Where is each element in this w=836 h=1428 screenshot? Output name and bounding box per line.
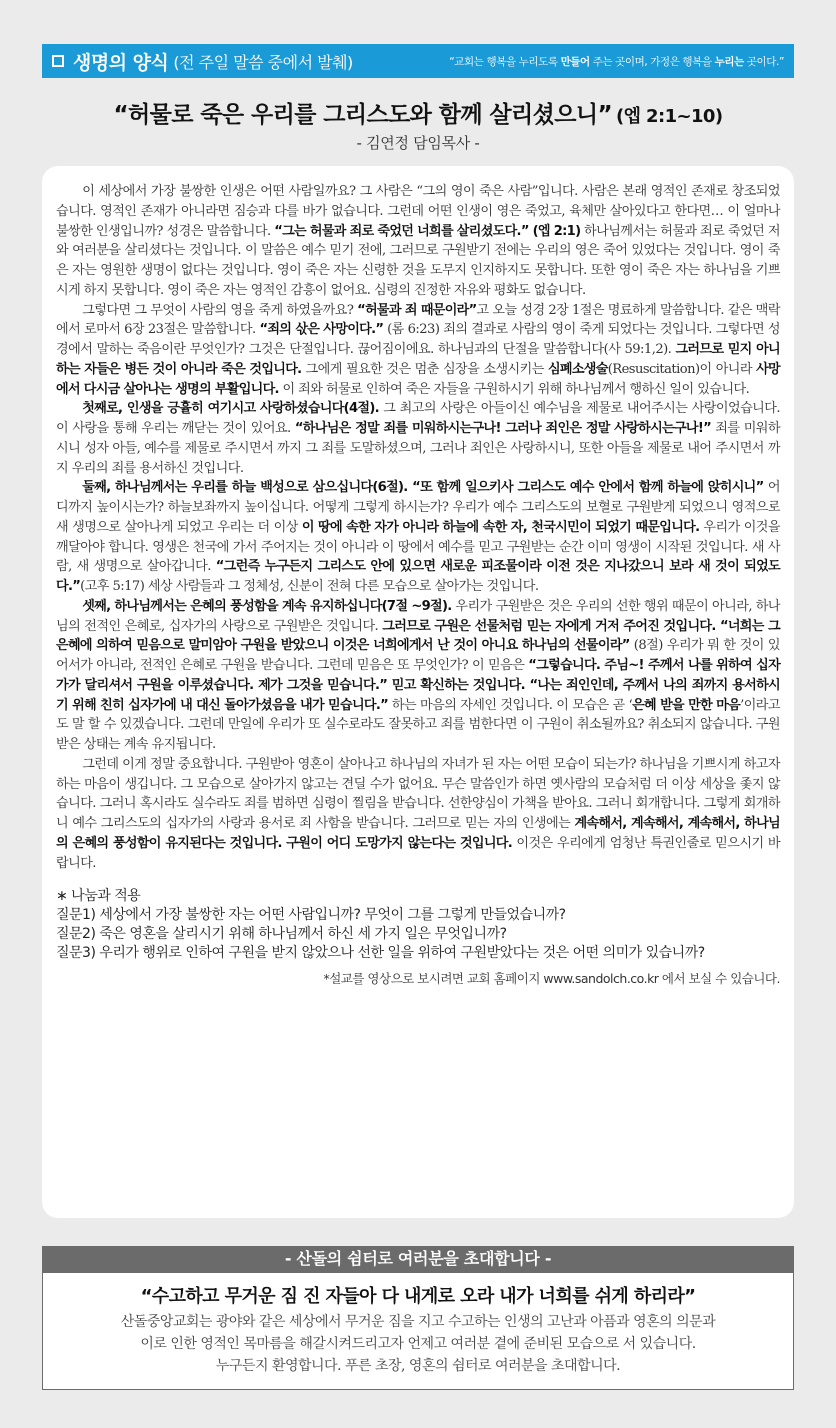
- pastor-name: - 김연정 담임목사 -: [356, 134, 480, 152]
- sermon-paragraph: [56, 597, 780, 755]
- body-text: (8절) 우리가 뭐 한 것이 있어서가 아니라, 전적인 은혜로 구원을 받습니다. 그런데 믿음은 또 무엇인가? 이 믿음은: [56, 638, 780, 673]
- sermon-paragraph: [56, 478, 780, 597]
- body-text: ’이라고도 말 할 수 있겠습니다. 그런데 만일에 우리가 또 실수로라도 잘못하고 죄를 범한다면 이 구원이 취소될까요? 취소되지 않습니다. 구원받은 상태는 계속 유지됩니다.: [56, 697, 780, 752]
- body-text: 우리가 이것을 깨달아야 합니다. 영생은 천국에 가서 주어지는 것이 아니라 이 땅에서 예수를 믿고 구원받는 순간 이미 영생이 시작된 것입니다. 새 사람, 새 생명으로 살아갑니다.: [56, 519, 780, 575]
- body-text: 이 세상에서 가장 불쌍한 인생은 어떤 사람일까요? 그 사람은 “그의 영이 죽은 사람”입니다. 사람은 본래 영적인 존재로 창조되었습니다. 영적인 존재가 아니라면 짐승과 다를 바가 없습니다. 그런데 어떤 인생이 영은 죽었고, 육체만 살아있다고 한다면… 이 얼마나 불쌍한 인생입니까? 성경은 말씀합니다.: [56, 184, 780, 239]
- emphasis-text: 셋째, 하나님께서는 은혜의 풍성함을 계속 유지하십니다(7절 ~9절).: [82, 598, 452, 614]
- emphasis-text: “그런즉 누구든지 그리스도 안에 있으면 새로운 피조물이라 이전 것은 지나갔으니 보라 새 것이 되었도다.”: [56, 559, 780, 594]
- body-text: 어디까지 높이시는가? 하늘보좌까지 높이십니다. 어떻게 그렇게 하시는가? 우리가 예수 그리스도의 보혈로 구원받게 되었으니 영적으로 새 생명으로 살아나게 되었고 우리는 더 이상: [56, 480, 780, 535]
- sermon-paragraph: [56, 755, 780, 874]
- emphasis-text: 그러므로 구원은 선물처럼 믿는 자에게 거저 주어진 것입니다. “너희는 그 은혜에 의하여 믿음으로 말미암아 구원을 받았으니 이것은 너희에게서 난 것이 아니요 하나님의 선물이라”: [56, 618, 780, 654]
- body-text: 고 오늘 성경 2장 1절은 명료하게 말씀합니다. 같은 맥락에서 로마서 6장 23절은 말씀합니다.: [56, 302, 780, 338]
- sermon-paragraph: [56, 301, 780, 400]
- emphasis-text: 이 땅에 속한 자가 아니라 하늘에 속한 자, 천국시민이 되었기 때문입니다.: [301, 519, 700, 535]
- emphasis-text: “죄의 삯은 사망이다.”: [259, 322, 384, 338]
- emphasis-text: 은혜 받을 만한 마음: [632, 697, 741, 713]
- sermon-body: [56, 182, 780, 873]
- sermon-title: “허물로 죽은 우리를 그리스도와 함께 살리셨으니” (엡 2:1~10): [113, 102, 723, 128]
- body-text: (고후 5:17) 세상 사람들과 그 정체성, 신분이 전혀 다른 모습으로 살아가는 것입니다.: [80, 579, 539, 594]
- video-note: *설교를 영상으로 보시려면 교회 홈페이지 www.sandolch.co.kr 에서 보실 수 있습니다.: [323, 971, 780, 987]
- sermon-paragraph: [56, 399, 780, 478]
- body-text: 그렇다면 그 무엇이 사람의 영을 죽게 하였을까요?: [82, 302, 358, 318]
- question-2: 질문2) 죽은 영혼을 살리시기 위해 하나님께서 하신 세 가지 일은 무엇입니까?: [56, 926, 507, 943]
- body-text: 이 죄와 허물로 인하여 죽은 자들을 구원하시기 위해 하나님께서 행하신 일이 있습니다.: [278, 381, 750, 397]
- question-3: 질문3) 우리가 행위로 인하여 구원을 받지 않았으나 선한 일을 위하여 구원받았다는 것은 어떤 의미가 있습니까?: [56, 945, 705, 962]
- emphasis-text: “허물과 죄 때문이라”: [357, 302, 477, 318]
- emphasis-text: “하나님은 정말 죄를 미워하시는구나! 그러나 죄인은 정말 사랑하시는구나!”: [294, 421, 712, 436]
- body-text: (롬 6:23) 죄의 결과로 사람의 영이 죽게 되었다는 것입니다. 그렇다면 성경에서 말하는 죽음이란 무엇인가? 그것은 단절입니다. 끊어짐이에요. 하나님과의 단절을 말씀합니다(사 59:1,2).: [56, 322, 781, 357]
- body-text: (Resuscitation)이 아니라: [607, 361, 757, 377]
- church-motto: “교회는 행복을 누리도록 만들어 주는 곳이며, 가정은 행복을 누리는 곳이다.”: [449, 55, 784, 68]
- sermon-content-box: [42, 166, 794, 1218]
- section-subtitle: (전 주일 말씀 중에서 발췌): [173, 52, 353, 72]
- scripture-reference: (엡 2:1~10): [615, 106, 723, 127]
- body-text: 그에게 필요한 것은 멈춘 심장을 소생시키는: [301, 361, 548, 377]
- section-title: 생명의 양식: [73, 51, 169, 74]
- body-text: 하나님께서는 허물과 죄로 죽었던 저와 여러분을 살리셨다는 것입니다. 이 말씀은 예수 믿기 전에, 그러므로 구원받기 전에는 우리의 영은 죽어 있었다는 것입니다. 영이 죽은 자는 영원한 생명이 없다는 것입니다. 영이 죽은 자는 신령한 것을 도무지 인지하지도 못합니다. 또한 영이 죽은 자는 하나님을 기쁘시게 하지 못합니다. 영이 죽은 자는 영적인 감흥이 없어요. 심령의 진정한 자유와 평화도 없습니다.: [56, 223, 781, 298]
- sermon-paragraph: [56, 182, 780, 301]
- invitation-line: 누구든지 환영합니다. 푸른 초장, 영혼의 쉼터로 여러분을 초대합니다.: [215, 1358, 621, 1374]
- section-header-bar: [42, 44, 794, 78]
- invitation-box: [42, 1272, 794, 1390]
- invitation-quote: “수고하고 무거운 짐 진 자들아 다 내게로 오라 내가 너희를 쉬게 하리라”: [140, 1286, 696, 1307]
- emphasis-text: 사망에서 다시금 살아나는 생명의 부활입니다.: [56, 361, 781, 397]
- question-1: 질문1) 세상에서 가장 불쌍한 자는 어떤 사람입니까? 무엇이 그를 그렇게 만들었습니까?: [56, 907, 566, 924]
- body-text: 하는 마음의 자세인 것입니다. 이 모습은 곧 ‘: [388, 697, 633, 713]
- body-text: 이것은 우리에게 엄청난 특권인줄로 믿으시기 바랍니다.: [56, 835, 780, 871]
- square-bullet-icon: [52, 55, 64, 67]
- body-text: 죄를 미워하시니 성자 아들, 예수를 제물로 주시면서 까지 그 죄를 도말하셨으며, 그러나 죄인은 사랑하시니, 또한 아들을 제물로 내어 주시면서 까지 우리의 죄를 용서하신 것입니다.: [56, 421, 780, 476]
- emphasis-text: “그는 허물과 죄로 죽었던 너희를 살리셨도다.” (엡 2:1): [274, 223, 581, 239]
- emphasis-text: “그렇습니다. 주님~! 주께서 나를 위하여 십자가가 달리셔서 구원을 이루셨습니다. 제가 그것을 믿습니다.” 믿고 확신하는 것입니다. “나는 죄인인데, 주께서 나의 죄까지 용서하시기 위해 친히 십자가에 내 대신 돌아가셨음을 내가 믿습니다.”: [56, 658, 781, 713]
- emphasis-text: 심폐소생술: [547, 361, 608, 377]
- emphasis-text: 첫째로, 인생을 긍휼히 여기시고 사랑하셨습니다(4절).: [82, 401, 379, 417]
- body-text: 그 최고의 사랑은 아들이신 예수님을 제물로 내어주시는 사랑이었습니다. 이 사랑을 통해 우리는 깨닫는 것이 있어요.: [56, 401, 780, 436]
- emphasis-text: 그러므로 믿지 아니하는 자들은 병든 것이 아니라 죽은 것입니다.: [56, 342, 780, 377]
- invitation-line: 산돌중앙교회는 광야와 같은 세상에서 무거운 짐을 지고 수고하는 인생의 고난과 아픔과 영혼의 의문과: [120, 1314, 716, 1330]
- body-text: 그런데 이게 정말 중요합니다. 구원받아 영혼이 살아나고 하나님의 자녀가 된 자는 어떤 모습이 되는가? 하나님을 기쁘시게 하고자 하는 마음이 생깁니다. 그 모습으로 살아가지 않고는 견딜 수가 없어요. 무슨 말씀인가 하면 옛사람의 모습처럼 더 이상 세상을 좇지 않습니다. 그러니 혹시라도 실수라도 죄를 범하면 심령이 찔림을 받습니다. 선한양심이 가책을 받아요. 그러니 회개합니다. 그렇게 회개하니 예수 그리스도의 십자가의 사랑과 용서로 죄 사함을 받습니다. 그러므로 믿는 자의 인생에는: [56, 756, 780, 831]
- invitation-banner: - 산돌의 쉼터로 여러분을 초대합니다 -: [42, 1246, 794, 1272]
- body-text: 우리가 구원받은 것은 우리의 선한 행위 때문이 아니라, 하나님의 전적인 은혜로, 십자가의 사랑으로 구원받은 것입니다.: [56, 598, 780, 634]
- application-heading: ∗ 나눔과 적용: [56, 888, 141, 905]
- emphasis-text: 둘째, 하나님께서는 우리를 하늘 백성으로 삼으십니다(6절). “또 함께 일으키사 그리스도 예수 안에서 함께 하늘에 앉히시니”: [82, 480, 764, 496]
- invitation-line: 이로 인한 영적인 목마름을 해갈시켜드리고자 언제고 여러분 곁에 준비된 모습으로 서 있습니다.: [140, 1336, 696, 1352]
- emphasis-text: 계속해서, 계속해서, 계속해서, 하나님의 은혜의 풍성함이 유지된다는 것입니다. 구원이 어디 도망가지 않는다는 것입니다.: [56, 816, 780, 851]
- application-section: [56, 887, 780, 963]
